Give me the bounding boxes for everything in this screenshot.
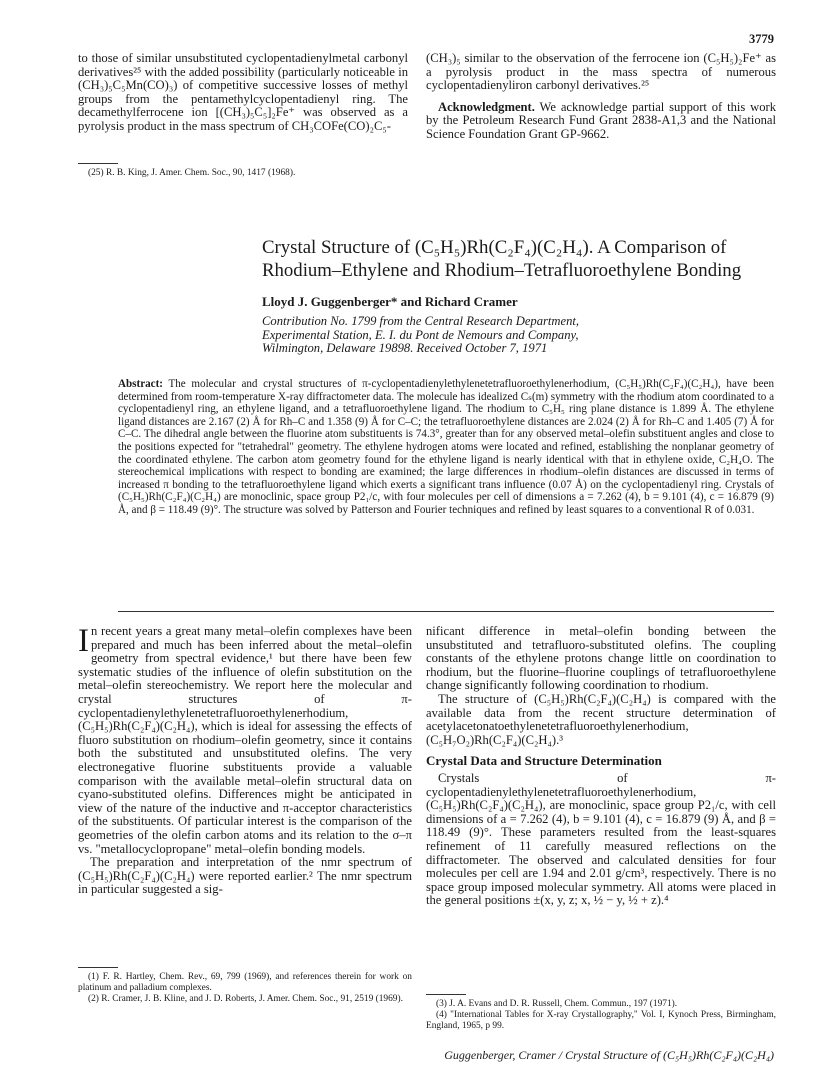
page-number: 3779: [749, 32, 774, 46]
continued-paragraph-right: (CH₃)₅ similar to the observation of the ferrocene ion (C₅H₅)₂Fe⁺ as a pyrolysis product in the mass spectra of numerous cyclopentadienyliron carbonyl derivatives.²⁵: [426, 51, 776, 93]
acknowledgment-paragraph: [426, 101, 776, 142]
body-paragraph: nificant difference in metal–olefin bonding between the unsubstituted and tetrafluoro-substituted olefins. The coupling constants of the ethylene protons change little on coordination to rhodium, but the fluorine–fluorine couplings of tetrafluoroethylene change significantly following coordination to rhodium.: [426, 624, 776, 693]
footnote-4: (4) "International Tables for X-ray Crystallography," Vol. I, Kynoch Press, Birmingham, England, 1965, p 99.: [426, 1010, 776, 1031]
body-left-footnotes: [78, 972, 412, 1005]
footnote-1: (1) F. R. Hartley, Chem. Rev., 69, 799 (1969), and references therein for work on platinum and palladium complexes.: [78, 972, 412, 993]
authors: Lloyd J. Guggenberger* and Richard Cramer: [262, 294, 518, 309]
continued-paragraph: to those of similar unsubstituted cyclopentadienylmetal carbonyl derivatives²⁵ with the added possibility (particularly noticeable in (CH₃)₅C₅Mn(CO)₃) of competitive successive losses of methyl groups from the pentamethylcyclopentadienyl ring. The decamethylferrocene ion [(CH₃)₅C₅]₂Fe⁺ was observed as a pyrolysis product in the mass spectrum of CH₃COFe(CO)₂C₅-: [78, 51, 408, 133]
footnote-2: (2) R. Cramer, J. B. Kline, and J. D. Roberts, J. Amer. Chem. Soc., 91, 2519 (1969).: [88, 994, 403, 1004]
affiliation: [262, 315, 782, 356]
intro-text: n recent years a great many metal–olefin complexes have been prepared and much has been inferred about the metal–olefin geometry from spectral evidence,¹ but there have been few systematic studies of the influence of olefin substitution on the metal–olefin stereochemistry. We report here the molecular and crystal structures of π-cyclopentadienylethylenetetrafluoroethylenerhodium, (C₅H₅)Rh(C₂F₄)(C₂H₄), which is ideal for assessing the effects of fluoro substitution on rhodium–olefin geometry, since it contains both the substituted and unsubstituted olefins. The very electronegative fluorine substituents provide a valuable comparison with the available metal–olefin structural data on cyano-substituted olefins. Differences might be anticipated in view of the nature of the inductive and π-acceptor characteristics of the substituents. Of particular interest is the comparison of the geometries of the olefin carbon atoms and its relation to the σ–π vs. "metallocyclopropane" metal–olefin bonding models.: [78, 624, 412, 856]
acknowledgment-text: We acknowledge partial support of this work by the Petroleum Research Fund Grant 2838-A1,3 and the National Science Foundation Grant GP-9662.: [426, 99, 777, 141]
article-title: [262, 236, 782, 282]
body-paragraph: The preparation and interpretation of the nmr spectrum of (C₅H₅)Rh(C₂F₄)(C₂H₄) were reported earlier.² The nmr spectrum in particular suggested a sig-: [78, 855, 412, 897]
body-paragraph: The structure of (C₅H₅)Rh(C₂F₄)(C₂H₄) is compared with the available data from the recent structure determination of acetylacetonatoethylenetetrafluoroethylenerhodium, (C₅H₇O₂)Rh(C₂F₄)(C₂H₄).³: [426, 691, 776, 747]
abstract: [118, 378, 774, 517]
top-left-footnotes: [78, 168, 408, 179]
dropcap: I: [78, 623, 89, 659]
acknowledgment-label: Acknowledgment.: [438, 99, 535, 114]
intro-paragraph: [78, 625, 412, 856]
footnote-25: (25) R. B. King, J. Amer. Chem. Soc., 90, 1417 (1968).: [88, 168, 296, 178]
body-right-footnotes: [426, 999, 776, 1032]
affiliation-line-2: Experimental Station, E. I. du Pont de Nemours and Company,: [262, 327, 579, 342]
footnote-divider-right: [426, 994, 466, 995]
body-paragraph: Crystals of π-cyclopentadienylethylenetetrafluoroethylenerhodium, (C₅H₅)Rh(C₂F₄)(C₂H₄), are monoclinic, space group P2₁/c, with cell dimensions of a = 7.262 (4), b = 9.101 (4), c = 16.879 (9) Å, and β = 118.49 (9)°. These parameters resulted from the least-squares refinement of 11 carefully measured reflections on the diffractometer. The observed and calculated densities for four molecules per cell are 1.94 and 2.01 g/cm³, respectively. There is no space group imposed molecular symmetry. All atoms were placed in the general positions ±(x, y, z; x, ½ − y, ½ + z).⁴: [426, 770, 776, 908]
affiliation-line-1: Contribution No. 1799 from the Central Research Department,: [262, 314, 580, 328]
running-footer: Guggenberger, Cramer / Crystal Structure of (C₅H₅)Rh(C₂F₄)(C₂H₄): [444, 1048, 774, 1062]
footnote-divider-left: [78, 967, 118, 968]
body-right-column: [426, 625, 776, 908]
body-left-column: [78, 625, 412, 897]
abstract-text: The molecular and crystal structures of π-cyclopentadienylethylenetetrafluoroethylenerhodium, (C₅H₅)Rh(C₂F₄)(C₂H₄), have been determined from room-temperature X-ray diffractometer data. The molecule has idealized Cₛ(m) symmetry with the rhodium atom coordinated to a cyclopentadienyl ring, an ethylene ligand, and a tetrafluoroethylene ligand. The rhodium to C₅H₅ ring plane distance is 1.899 Å. The ethylene ligand distances are 2.167 (2) Å for Rh–C and 1.358 (9) Å for C–C; the tetrafluoroethylene distances are 2.024 (2) Å for Rh–C and 1.405 (7) Å for C–C. The dihedral angle between the fluorine atom substituents is 74.3°, greater than for any observed metal–olefin substituent angles and close to the positions expected for "tetrahedral" geometry. The ethylene hydrogen atoms were located and refined, establishing the nonplanar geometry of the coordinated ethylene. The carbon atom geometry found for the ethylene ligand is nearly identical with that in ethylene oxide, C₂H₄O. The stereochemical implications with respect to bonding are examined; the large differences in rhodium–olefin distances are discussed in terms of increased π bonding to the tetrafluoroethylene ligand which exerts a significant trans influence (0.07 Å) on the cyclopentadienyl ring. Crystals of (C₅H₅)Rh(C₂F₄)(C₂H₄) are monoclinic, space group P2₁/c, with four molecules per cell of dimensions a = 7.262 (4), b = 9.101 (4), c = 16.879 (9) Å, and β = 118.49 (9)°. The structure was solved by Patterson and Fourier techniques and refined by least squares to a conventional R of 0.031.: [118, 378, 775, 516]
top-left-column: [78, 52, 408, 134]
footnote-3: (3) J. A. Evans and D. R. Russell, Chem. Commun., 197 (1971).: [436, 999, 678, 1009]
title-line-2: Rhodium–Ethylene and Rhodium–Tetrafluoroethylene Bonding: [262, 260, 742, 281]
abstract-divider: [118, 611, 774, 612]
section-heading: Crystal Data and Structure Determination: [426, 753, 662, 769]
abstract-label: Abstract:: [118, 378, 163, 390]
title-line-1: Crystal Structure of (C₅H₅)Rh(C₂F₄)(C₂H₄). A Comparison of: [262, 237, 727, 258]
affiliation-line-3: Wilmington, Delaware 19898. Received October 7, 1971: [262, 341, 548, 355]
top-right-column: [426, 52, 776, 142]
footnote-divider: [78, 163, 118, 164]
